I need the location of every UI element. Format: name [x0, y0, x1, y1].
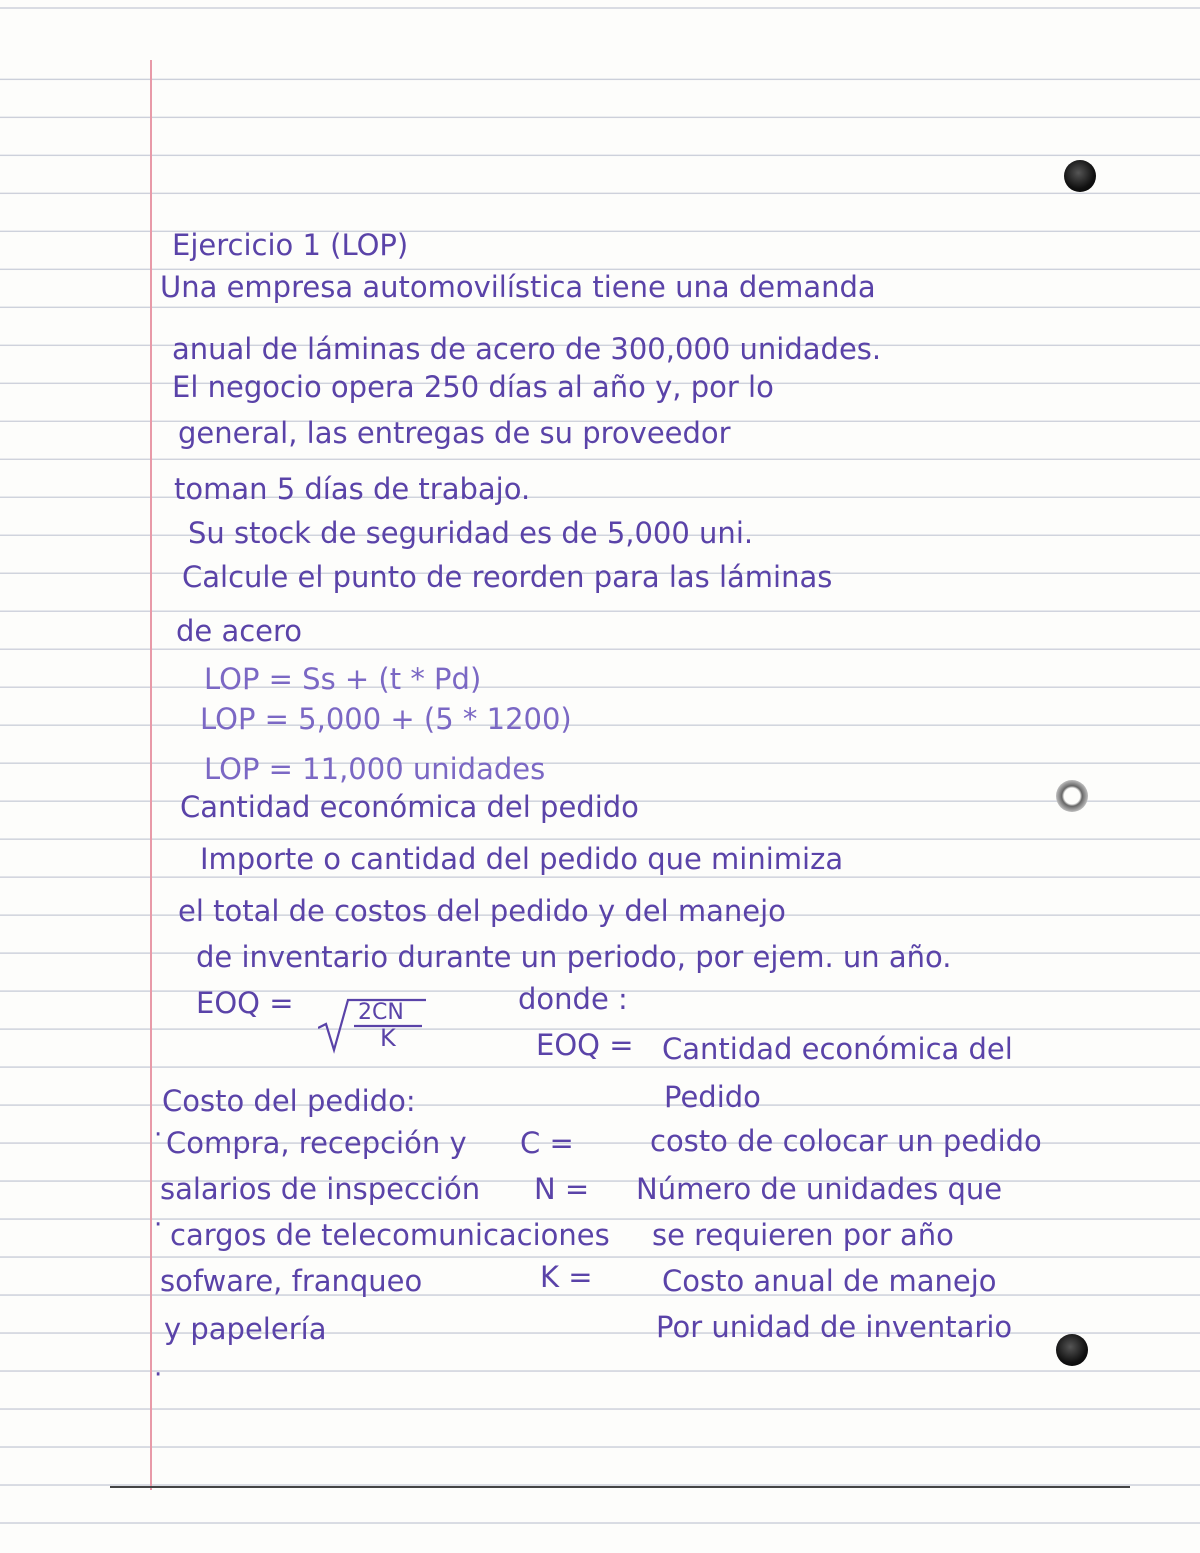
- section-heading: Cantidad económica del pedido: [180, 790, 639, 824]
- eoq-formula: [318, 994, 430, 1056]
- order-cost-item: Compra, recepción y: [166, 1126, 467, 1160]
- bullet-icon: ·: [154, 1360, 163, 1390]
- legend-description: Número de unidades que: [636, 1172, 1003, 1206]
- lop-substitution: LOP = 5,000 + (5 * 1200): [200, 702, 572, 736]
- problem-line: general, las entregas de su proveedor: [178, 416, 731, 450]
- problem-line: El negocio opera 250 días al año y, por lo: [172, 370, 774, 404]
- bullet-icon: ·: [154, 1210, 163, 1240]
- legend-description: Cantidad económica del: [662, 1032, 1013, 1066]
- eoq-denominator: K: [380, 1024, 396, 1052]
- definition-line: Importe o cantidad del pedido que minimiza: [200, 842, 844, 876]
- legend-description: Pedido: [664, 1080, 761, 1114]
- problem-line: toman 5 días de trabajo.: [174, 472, 531, 506]
- definition-line: de inventario durante un periodo, por ejem. un año.: [196, 940, 952, 974]
- eoq-numerator: 2CN: [358, 1000, 404, 1025]
- eoq-label: EOQ =: [196, 986, 294, 1020]
- problem-line: de acero: [176, 614, 303, 648]
- order-cost-title: Costo del pedido:: [162, 1084, 416, 1118]
- page-bottom-edge: [110, 1486, 1130, 1488]
- problem-line: Calcule el punto de reorden para las láminas: [182, 560, 833, 594]
- donde-label: donde :: [518, 982, 628, 1016]
- legend-description: Costo anual de manejo: [662, 1264, 997, 1298]
- problem-line: Una empresa automovilística tiene una demanda: [160, 270, 876, 304]
- bullet-icon: ·: [154, 1120, 163, 1150]
- legend-symbol: C =: [520, 1126, 574, 1160]
- margin-line: [150, 60, 152, 1490]
- legend-symbol: K =: [540, 1260, 593, 1294]
- lop-formula: LOP = Ss + (t * Pd): [204, 662, 482, 696]
- problem-line: anual de láminas de acero de 300,000 unidades.: [172, 332, 882, 366]
- legend-symbol: N =: [534, 1172, 590, 1206]
- legend-description: Por unidad de inventario: [656, 1310, 1013, 1344]
- definition-line: el total de costos del pedido y del manejo: [178, 894, 786, 928]
- legend-symbol: EOQ =: [536, 1028, 634, 1062]
- problem-line: Su stock de seguridad es de 5,000 uni.: [188, 516, 754, 550]
- punch-hole-icon: [1056, 780, 1088, 812]
- punch-hole-icon: [1056, 1334, 1088, 1366]
- legend-description: costo de colocar un pedido: [650, 1124, 1042, 1158]
- order-cost-item: salarios de inspección: [160, 1172, 481, 1206]
- exercise-title: Ejercicio 1 (LOP): [172, 228, 409, 262]
- legend-description: se requieren por año: [652, 1218, 954, 1252]
- lop-result: LOP = 11,000 unidades: [204, 752, 546, 786]
- order-cost-item: sofware, franqueo: [160, 1264, 423, 1298]
- punch-hole-icon: [1064, 160, 1096, 192]
- order-cost-item: y papelería: [164, 1312, 327, 1346]
- order-cost-item: cargos de telecomunicaciones: [170, 1218, 610, 1252]
